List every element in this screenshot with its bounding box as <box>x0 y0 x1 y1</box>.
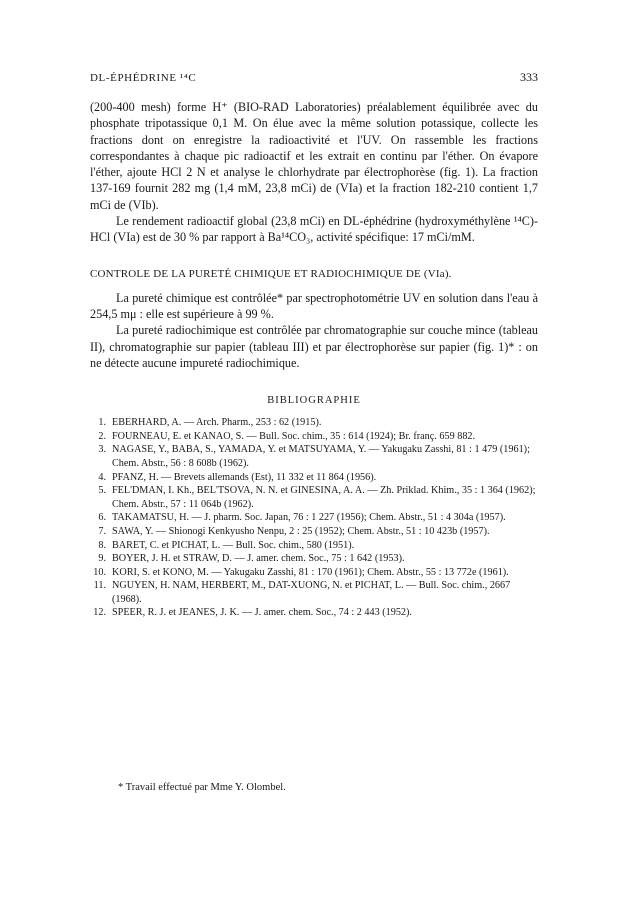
section-title: CONTROLE DE LA PURETÉ CHIMIQUE ET RADIOCHIMIQUE DE (VIa). <box>90 267 452 280</box>
reference-item: 10. KORI, S. et KONO, M. — Yakugaku Zasshi, 81 : 170 (1961); Chem. Abstr., 55 : 13 772e (1961). <box>93 566 509 578</box>
reference-item: 1. EBERHARD, A. — Arch. Pharm., 253 : 62 (1915). <box>98 417 322 429</box>
paragraph-1: (200-400 mesh) forme H⁺ (BIO-RAD Laboratories) préalablement équilibrée avec du phosphate tripotassique 0,1 M. On élue avec la même solution potassique, collecte les fractions dont on enregistre la radioactivité et l'UV. On rassemble les fractions correspondantes à chaque pic radioactif et les extrait en continu par l'éther. On évapore l'éther, ajoute HCl 2 N et analyse le chlorhydrate par électrophorèse (fig. 1). La fraction 137-169 fournit 282 mg (1,4 mM, 23,8 mCi) de (VIa) et la fraction 182-210 contient 1,7 mCi de (VIb). <box>90 100 538 212</box>
paragraph-3: La pureté chimique est contrôlée* par spectrophotométrie UV en solution dans l'eau à 254,5 mμ : elle est supérieure à 99 %. <box>90 290 538 321</box>
reference-item: 6. TAKAMATSU, H. — J. pharm. Soc. Japan, 76 : 1 227 (1956); Chem. Abstr., 51 : 4 304a (1957). <box>98 512 506 524</box>
footnote: * Travail effectué par Mme Y. Olombel. <box>118 782 286 793</box>
reference-item: 12. SPEER, R. J. et JEANES, J. K. — J. amer. chem. Soc., 74 : 2 443 (1952). <box>93 607 412 619</box>
reference-item: 11. NGUYEN, H. NAM, HERBERT, M., DAT-XUONG, N. et PICHAT, L. — Bull. Soc. chim., 2667 (1968). <box>93 580 511 605</box>
reference-item: 3. NAGASE, Y., BABA, S., YAMADA, Y. et MATSUYAMA, Y. — Yakugaku Zasshi, 81 : 1 479 (1961); Chem. Abstr., 56 : 8 608b (1962). <box>98 444 530 469</box>
paragraph-4: La pureté radiochimique est contrôlée par chromatographie sur couche mince (tableau II), chromatographie sur papier (tableau III) et par électrophorèse sur papier (fig. 1)* : on ne détecte aucune impureté radiochimique. <box>90 323 538 370</box>
page <box>90 70 538 620</box>
reference-item: 4. PFANZ, H. — Brevets allemands (Est), 11 332 et 11 864 (1956). <box>98 471 377 483</box>
running-title: DL-ÉPHÉDRINE ¹⁴C <box>90 72 197 84</box>
bibliography-title: BIBLIOGRAPHIE <box>267 395 361 407</box>
reference-item: 5. FEL'DMAN, I. Kh., BEL'TSOVA, N. N. et GINESINA, A. A. — Zh. Priklad. Khim., 35 : 1 364 (1962); Chem. Abstr., 57 : 11 064b (1962). <box>98 485 536 510</box>
reference-list <box>90 416 538 620</box>
paragraph-2: Le rendement radioactif global (23,8 mCi) en DL-éphédrine (hydroxyméthylène ¹⁴C)-HCl (VIa) est de 30 % par rapport à Ba¹⁴CO₃, activité spécifique: 17 mCi/mM. <box>90 214 538 245</box>
reference-item: 9. BOYER, J. H. et STRAW, D. — J. amer. chem. Soc., 75 : 1 642 (1953). <box>98 553 405 565</box>
running-header <box>90 70 538 85</box>
page-number: 333 <box>520 70 538 84</box>
reference-item: 8. BARET, C. et PICHAT, L. — Bull. Soc. chim., 580 (1951). <box>98 539 355 551</box>
reference-item: 2. FOURNEAU, E. et KANAO, S. — Bull. Soc. chim., 35 : 614 (1924); Br. franç. 659 882. <box>98 430 476 442</box>
reference-item: 7. SAWA, Y. — Shionogi Kenkyusho Nenpu, 2 : 25 (1952); Chem. Abstr., 51 : 10 423b (1957). <box>98 525 490 537</box>
